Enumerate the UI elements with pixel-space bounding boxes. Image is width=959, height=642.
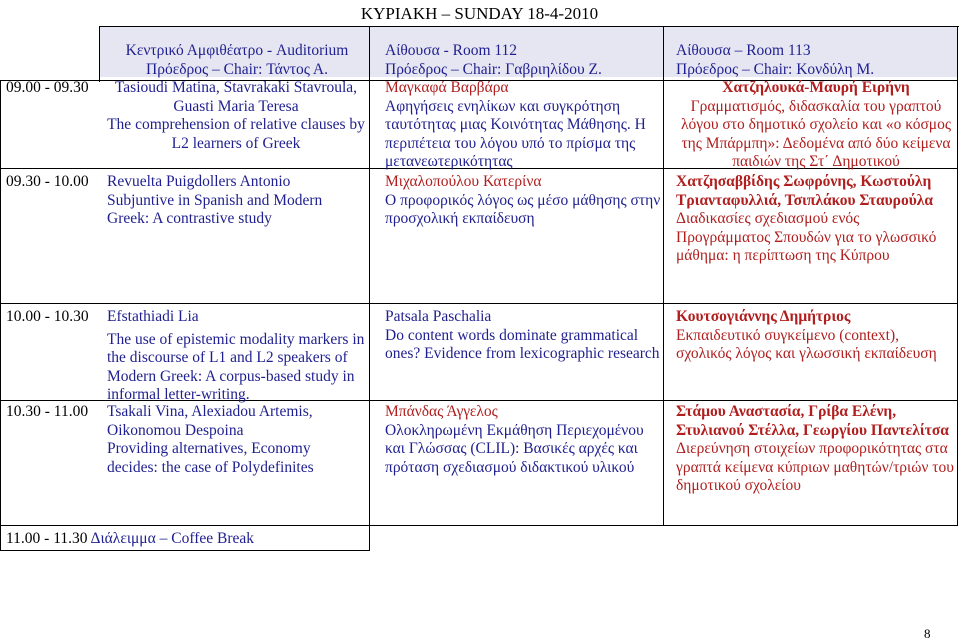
session-title: Γραμματισμός, διδασκαλία του γραπτού λόγου στο δημοτικό σχολείο και «ο κόσμος της Μπάρμπη»: Δεδομένα από δύο κείμενα παιδιών της Στ΄ Δημοτικού bbox=[680, 97, 952, 170]
table-border-left-col2 bbox=[99, 26, 100, 82]
session-speakers: Revuelta Puigdollers Antonio bbox=[107, 173, 291, 190]
session-speakers: Tsakali Vina, Alexiadou Artemis, Oikonomou Despoina bbox=[107, 403, 313, 439]
page-title: ΚΥΡΙΑΚΗ – SUNDAY 18-4-2010 bbox=[360, 4, 599, 23]
session-room112-2 bbox=[385, 173, 661, 229]
session-speakers: Χατζηλουκά-Μαυρή Ειρήνη bbox=[722, 79, 910, 96]
table-divider-col4 bbox=[663, 26, 664, 526]
room-chair: Πρόεδρος – Chair: Γαβριηλίδου Ζ. bbox=[385, 61, 602, 78]
session-auditorium-4 bbox=[107, 403, 365, 477]
session-title: Διαδικασίες σχεδιασμού ενός Προγράμματος Σπουδών για το γλωσσικό μάθημα: η περίπτωση της Κύπρου bbox=[676, 210, 937, 264]
session-title: Providing alternatives, Economy decides: the case of Polydefinites bbox=[107, 440, 314, 476]
page-number: 8 bbox=[924, 626, 931, 641]
time-slot-4: 10.30 - 11.00 bbox=[6, 403, 89, 420]
session-room113-3 bbox=[676, 308, 956, 364]
session-room112-3 bbox=[385, 308, 661, 364]
row-line-4 bbox=[0, 525, 958, 526]
session-auditorium-2 bbox=[107, 173, 365, 229]
session-speakers: Μπάνδας Άγγελος bbox=[385, 403, 498, 420]
time-slot-2: 09.30 - 10.00 bbox=[6, 173, 89, 190]
break-row-right bbox=[369, 525, 370, 551]
session-title: Εκπαιδευτικό συγκείμενο (context), σχολικός λόγος και γλωσσική εκπαίδευση bbox=[676, 326, 937, 362]
room-chair: Πρόεδρος – Chair: Κονδύλη Μ. bbox=[676, 61, 875, 78]
session-room112-1 bbox=[385, 79, 661, 172]
table-border-right bbox=[957, 26, 958, 526]
session-title: Αφηγήσεις ενηλίκων και συγκρότηση ταυτότητας μιας Κοινότητας Μάθησης. Η περιπέτεια του λόγου υπό το πρίσμα της μετανεωτερικότητας bbox=[385, 97, 646, 170]
session-title: The comprehension of relative clauses by L2 learners of Greek bbox=[107, 116, 365, 152]
session-title: Ολοκληρωμένη Εκμάθηση Περιεχομένου και Γλώσσας (CLIL): Βασικές αρχές και πρόταση σχεδιασμού διδακτικού υλικού bbox=[385, 421, 644, 476]
table-divider-col3 bbox=[369, 26, 370, 526]
session-title: Ο προφορικός λόγος ως μέσο μάθησης στην προσχολική εκπαίδευση bbox=[385, 191, 661, 227]
session-room112-4 bbox=[385, 403, 661, 477]
session-auditorium-3 bbox=[107, 308, 365, 405]
room-name: Αίθουσα – Room 113 bbox=[676, 42, 811, 59]
room-header-auditorium bbox=[108, 41, 366, 79]
row-line-2 bbox=[0, 303, 958, 304]
break-time: 11.00 - 11.30 bbox=[6, 530, 88, 547]
table-border-left bbox=[0, 80, 1, 550]
room-header-112 bbox=[385, 41, 661, 79]
session-title: Subjuntive in Spanish and Modern Greek: A contrastive study bbox=[107, 191, 323, 227]
session-title: The use of epistemic modality markers in the discourse of L1 and L2 speakers of Modern Greek: A corpus-based study in informal letter-writing. bbox=[107, 330, 365, 403]
session-speakers: Κουτσογιάννης Δημήτριος bbox=[676, 308, 851, 325]
coffee-break-row bbox=[6, 530, 254, 548]
break-label: Διάλειμμα – Coffee Break bbox=[90, 530, 255, 547]
session-speakers: Tasioudi Matina, Stavrakaki Stavroula, Guasti Maria Teresa bbox=[114, 79, 358, 115]
session-speakers: Patsala Paschalia bbox=[385, 308, 492, 325]
session-auditorium-1 bbox=[107, 79, 365, 153]
session-speakers: Χατζησαββίδης Σωφρόνης, Κωστούλη Τριανταφυλλιά, Τσιπλάκου Σταυρούλα bbox=[676, 173, 934, 209]
session-title: Do content words dominate grammatical ones? Evidence from lexicographic research bbox=[385, 326, 660, 362]
room-header-113 bbox=[676, 41, 956, 79]
session-room113-2 bbox=[676, 173, 956, 266]
break-row-bottom bbox=[0, 550, 370, 551]
table-border-top bbox=[99, 26, 959, 27]
room-name: Αίθουσα - Room 112 bbox=[385, 42, 518, 59]
session-room113-4 bbox=[676, 403, 956, 496]
session-title: Διερεύνηση στοιχείων προφορικότητας στα γραπτά κείμενα κύπριων μαθητών/τριών του δημοτικού σχολείου bbox=[676, 440, 954, 494]
room-chair: Πρόεδρος – Chair: Τάντος Α. bbox=[146, 61, 328, 78]
session-speakers: Efstathiadi Lia bbox=[107, 308, 199, 325]
session-room113-1 bbox=[676, 79, 956, 172]
session-speakers: Μαγκαφά Βαρβάρα bbox=[385, 79, 509, 96]
time-slot-3: 10.00 - 10.30 bbox=[6, 308, 89, 325]
session-speakers: Μιχαλοπούλου Κατερίνα bbox=[385, 173, 542, 190]
session-speakers: Στάμου Αναστασία, Γρίβα Ελένη, Στυλιανού Στέλλα, Γεωργίου Παντελίτσα bbox=[676, 403, 949, 439]
room-name: Κεντρικό Αμφιθέατρο - Auditorium bbox=[125, 42, 349, 59]
time-slot-1: 09.00 - 09.30 bbox=[6, 79, 89, 96]
